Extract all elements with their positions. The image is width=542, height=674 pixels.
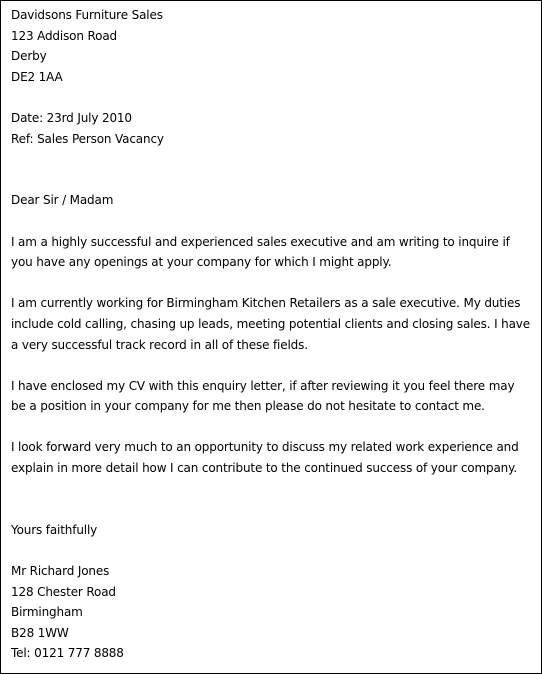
signer-street: 128 Chester Road	[11, 584, 116, 599]
paragraph-3	[11, 376, 531, 417]
paragraph-line: I look forward very much to an opportunity to discuss my related work experience and	[11, 440, 519, 455]
signer-phone: Tel: 0121 777 8888	[11, 646, 124, 661]
paragraph-line: a very successful track record in all of these fields.	[11, 337, 308, 352]
sender-postcode: DE2 1AA	[11, 69, 63, 84]
signer-postcode: B28 1WW	[11, 625, 69, 640]
sender-city: Derby	[11, 49, 47, 64]
paragraph-line: I am currently working for Birmingham Kitchen Retailers as a sale executive. My duties	[11, 296, 521, 311]
signer-name: Mr Richard Jones	[11, 564, 110, 579]
sender-street: 123 Addison Road	[11, 28, 118, 43]
sender-address	[11, 5, 531, 87]
paragraph-1	[11, 232, 531, 273]
letter-reference: Ref: Sales Person Vacancy	[11, 131, 164, 146]
paragraph-line: I am a highly successful and experienced sales executive and am writing to inquire if	[11, 234, 510, 249]
sender-company: Davidsons Furniture Sales	[11, 8, 163, 22]
paragraph-2	[11, 293, 531, 355]
paragraph-line: I have enclosed my CV with this enquiry letter, if after reviewing it you feel there may	[11, 378, 515, 393]
signer-city: Birmingham	[11, 605, 83, 620]
salutation: Dear Sir / Madam	[11, 193, 114, 208]
paragraph-line: include cold calling, chasing up leads, meeting potential clients and closing sales. I have	[11, 316, 530, 331]
letter-date: Date: 23rd July 2010	[11, 110, 132, 125]
closing: Yours faithfully	[11, 522, 98, 537]
paragraph-line: you have any openings at your company for which I might apply.	[11, 255, 392, 270]
paragraph-line: be a position in your company for me then please do not hesitate to contact me.	[11, 399, 485, 414]
paragraph-4	[11, 437, 531, 478]
paragraph-line: explain in more detail how I can contribute to the continued success of your company.	[11, 461, 518, 476]
signature-block	[11, 561, 531, 664]
